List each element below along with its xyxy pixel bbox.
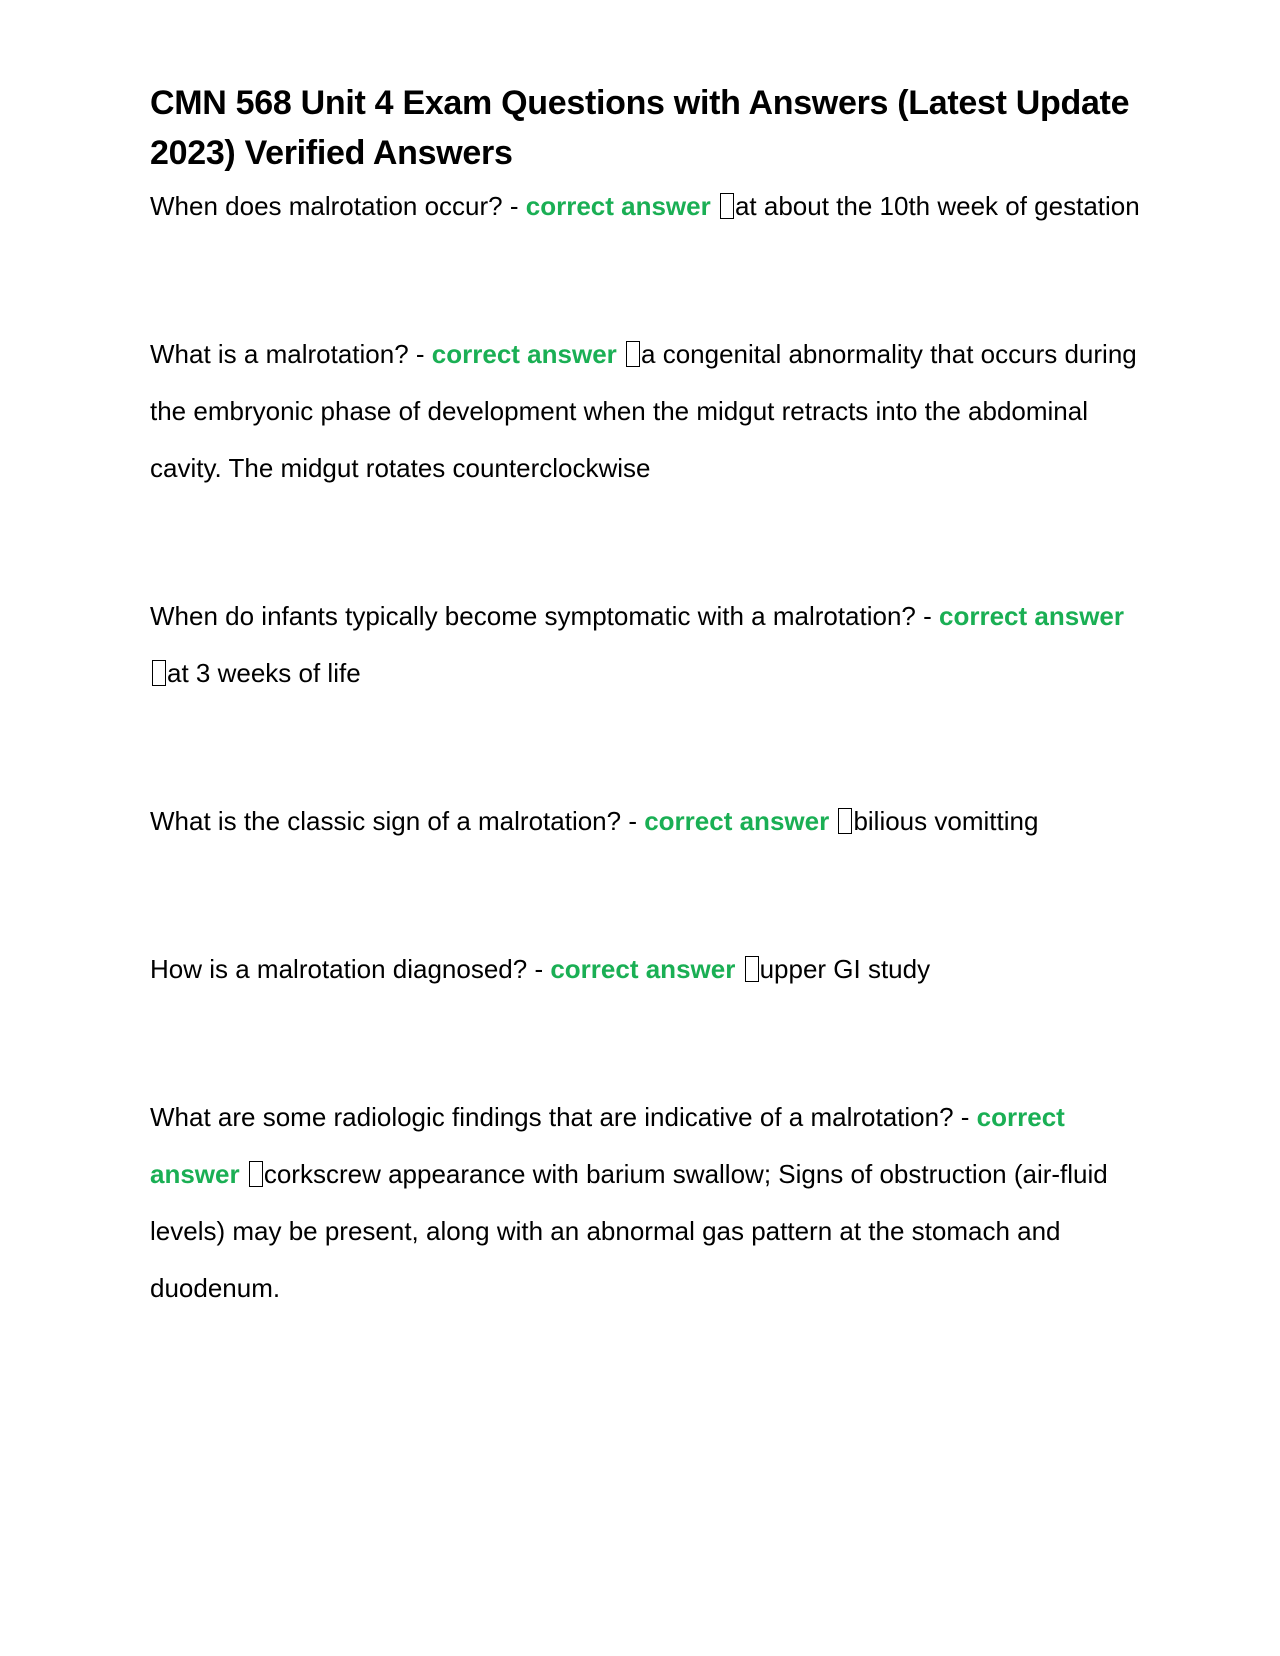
answer-label: correct answer — [525, 191, 711, 221]
document-page — [150, 78, 1140, 1408]
qa-item — [150, 178, 1140, 235]
answer-text: at 3 weeks of life — [167, 658, 361, 688]
answer-text: upper GI study — [759, 954, 931, 984]
answer-label: correct answer — [431, 339, 617, 369]
answer-label: correct answer — [939, 601, 1124, 631]
question-text: When do infants typically become symptomatic with a malrotation? - — [150, 601, 932, 631]
answer-text: bilious vomitting — [853, 806, 1039, 836]
page-title: CMN 568 Unit 4 Exam Questions with Answers (Latest Update 2023) Verified Answers — [150, 84, 1130, 172]
missing-glyph-icon — [745, 956, 759, 982]
question-text: What is the classic sign of a malrotation? - — [150, 806, 637, 836]
missing-glyph-icon — [838, 808, 852, 834]
qa-item — [150, 588, 1140, 702]
answer-label: correct answer — [550, 954, 736, 984]
qa-item — [150, 1089, 1140, 1317]
question-text: How is a malrotation diagnosed? - — [150, 954, 544, 984]
missing-glyph-icon — [152, 660, 166, 686]
answer-label: correct answer — [644, 806, 830, 836]
question-text: When does malrotation occur? - — [150, 191, 519, 221]
missing-glyph-icon — [249, 1161, 263, 1187]
answer-text: at about the 10th week of gestation — [734, 191, 1140, 221]
question-text: What are some radiologic findings that are indicative of a malrotation? - — [150, 1102, 970, 1132]
question-text: What is a malrotation? - — [150, 339, 425, 369]
qa-item — [150, 793, 1140, 850]
qa-item — [150, 941, 1140, 998]
missing-glyph-icon — [720, 193, 734, 219]
answer-text: corkscrew appearance with barium swallow; Signs of obstruction (air-fluid levels) may be present, along with an abnormal gas pattern at the stomach and duodenum. — [150, 1159, 1108, 1303]
qa-item — [150, 326, 1140, 497]
answer-label: correct answer — [150, 1102, 1065, 1189]
missing-glyph-icon — [626, 341, 640, 367]
answer-text: a congenital abnormality that occurs during the embryonic phase of development when the midgut retracts into the abdominal cavity. The midgut rotates counterclockwise — [150, 339, 1137, 483]
